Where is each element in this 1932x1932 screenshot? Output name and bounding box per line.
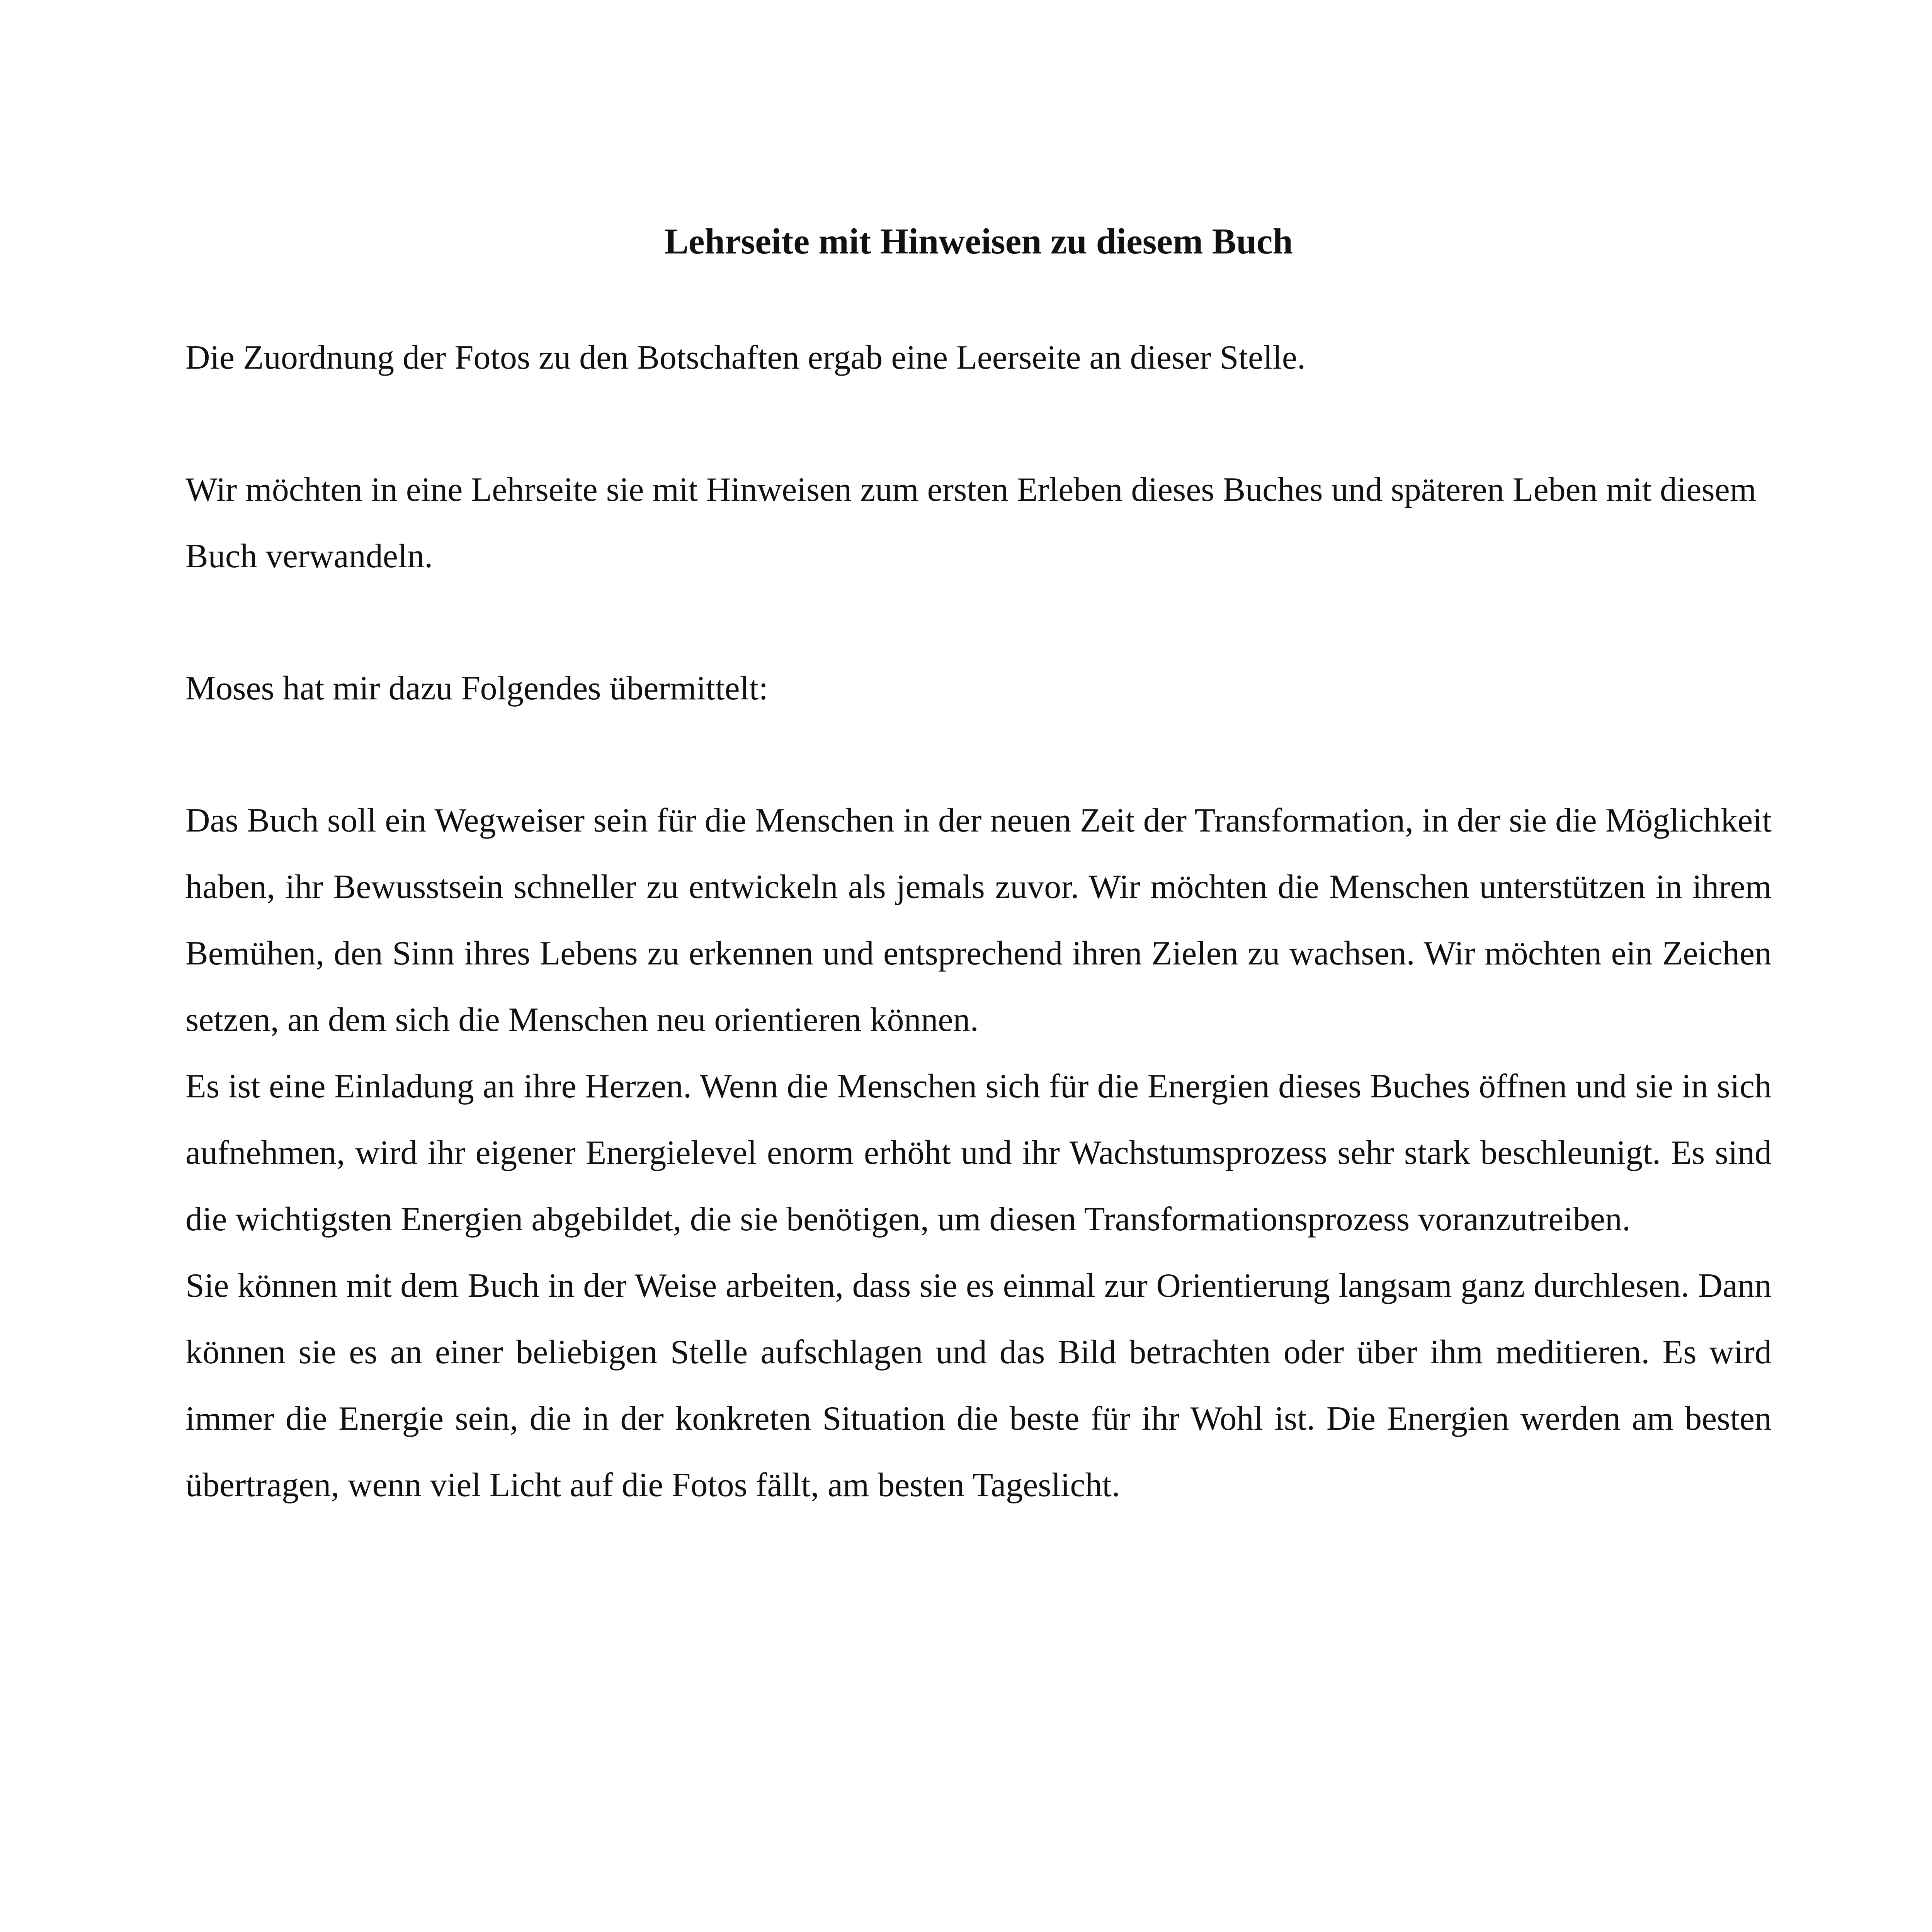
page-content [185, 216, 1772, 1519]
paragraph-6: Sie können mit dem Buch in der Weise arbeiten, dass sie es einmal zur Orientierung langsam ganz durchlesen. Dann können sie es an einer beliebigen Stelle aufschlagen und das Bild betrachten oder über ihm meditieren. Es wird immer die Energie sein, die in der konkreten Situation die beste für ihr Wohl ist. Die Energien werden am besten übertragen, wenn viel Licht auf die Fotos fällt, am besten Tageslicht. [185, 1267, 1772, 1504]
paragraph-5: Es ist eine Einladung an ihre Herzen. Wenn die Menschen sich für die Energien dieses Buches öffnen und sie in sich aufnehmen, wird ihr eigener Energielevel enorm erhöht und ihr Wachstumsprozess sehr stark beschleunigt. Es sind die wichtigsten Energien abgebildet, die sie benötigen, um diesen Transformationsprozess voranzutreiben. [185, 1068, 1772, 1238]
paragraph-2: Wir möchten in eine Lehrseite sie mit Hinweisen zum ersten Erleben dieses Buches und späteren Leben mit diesem Buch verwandeln. [185, 471, 1757, 575]
paragraph-4: Das Buch soll ein Wegweiser sein für die Menschen in der neuen Zeit der Transformation, in der sie die Möglichkeit haben, ihr Bewusstsein schneller zu entwickeln als jemals zuvor. Wir möchten die Menschen unterstützen in ihrem Bemühen, den Sinn ihres Lebens zu erkennen und entsprechend ihren Zielen zu wachsen. Wir möchten ein Zeichen setzen, an dem sich die Menschen neu orientieren können. [185, 802, 1772, 1039]
paragraph-1: Die Zuordnung der Fotos zu den Botschaften ergab eine Leerseite an dieser Stelle. [185, 339, 1306, 376]
paragraph-3: Moses hat mir dazu Folgendes übermittelt: [185, 670, 768, 707]
paragraph-gap [185, 722, 1772, 787]
paragraph-gap [185, 391, 1772, 457]
paragraph-gap [185, 590, 1772, 655]
page-title: Lehrseite mit Hinweisen zu diesem Buch [664, 221, 1293, 262]
